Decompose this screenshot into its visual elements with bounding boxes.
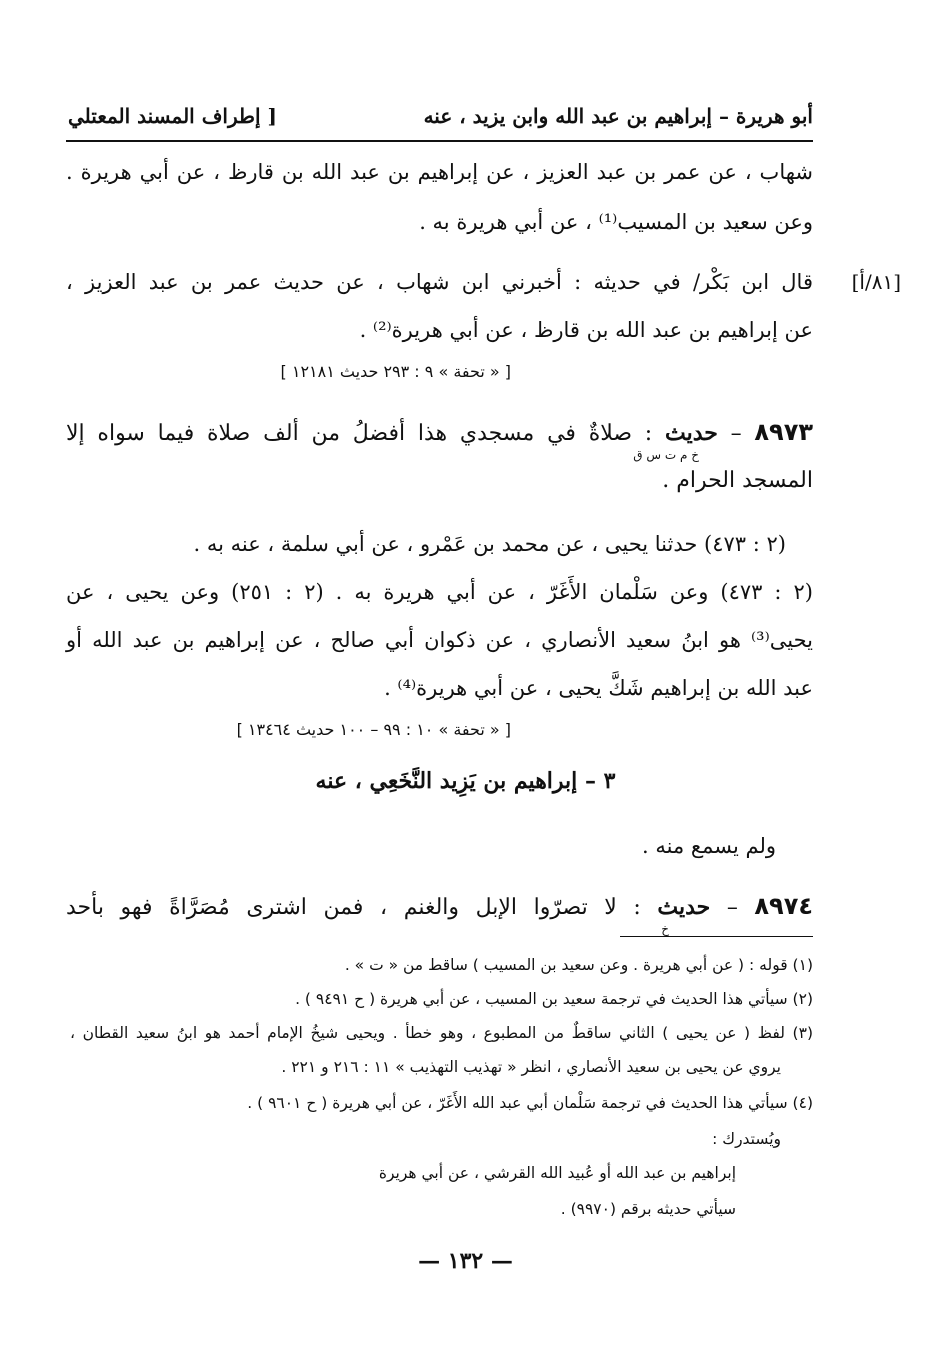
chain-line-4: عبد الله بن إبراهيم شَكَّ يحيى ، عن أبي هريرة⁽⁴⁾ . [384, 676, 813, 700]
tuhfa-reference-1: [ « تحفة » ٩ : ٢٩٣ حديث ١٢١٨١ ] [280, 362, 511, 381]
hadith-keyword: حديث [657, 894, 711, 920]
hadith-keyword: حديث [664, 420, 718, 446]
footnote-1: (١) قوله : ( عن أبي هريرة . وعن سعيد بن المسيب ) ساقط من « ت » . [344, 956, 813, 974]
footnote-2: (٢) سيأتي هذا الحديث في ترجمة سعيد بن المسيب ، عن أبي هريرة ( ح ٩٤٩١ ) . [295, 990, 813, 1008]
margin-folio-mark: [٨١/أ] [851, 270, 901, 294]
tuhfa-reference-2: [ « تحفة » ١٠ : ٩٩ – ١٠٠ حديث ١٣٤٦٤ ] [236, 720, 511, 739]
hadith-number: ٨٩٧٣ [754, 418, 813, 446]
hadith-number: ٨٩٧٤ [754, 892, 813, 920]
footnote-3a: (٣) لفظ ( عن يحيى ) الثاني ساقطٌ من المطبوع ، وهو خطأ . ويحيى شيخُ الإمام أحمد هو ابنُ سعيد القطان ، [70, 1024, 813, 1042]
page-number: — ١٣٢ — [418, 1248, 513, 1274]
hadith-8974-line-1 [66, 892, 813, 920]
hadith-text: : لا تصرّوا الإبل والغنم ، فمن اشترى مُصَرَّاةً فهو بأحد [66, 895, 658, 920]
footnote-3b: يروي عن يحيى بن سعيد الأنصاري ، انظر « تهذيب التهذيب » ١١ : ٢١٦ و ٢٢١ . [281, 1058, 781, 1076]
header-rule [66, 140, 813, 142]
chain-line-2: (٢ : ٤٧٣) وعن سَلْمان الأَغَرّ ، عن أبي هريرة به . (٢ : ٢٥١) وعن يحيى ، عن [66, 580, 813, 604]
text-line-2: وعن سعيد بن المسيب⁽¹⁾ ، عن أبي هريرة به . [419, 210, 813, 234]
running-header-right: أبو هريرة – إبراهيم بن عبد الله وابن يزيد ، عنه [423, 104, 813, 128]
section-heading: ٣ – إبراهيم بن يَزِيد النَّخَعِي ، عنه [315, 768, 616, 794]
hadith-text: : صلاةٌ في مسجدي هذا أفضلُ من ألف صلاة فيما سواه إلا [66, 421, 665, 446]
text-line-4: عن إبراهيم بن عبد الله بن قارظ ، عن أبي هريرة⁽²⁾ . [359, 318, 813, 342]
section-note: ولم يسمع منه . [642, 834, 776, 858]
text-line-1: شهاب ، عن عمر بن عبد العزيز ، عن إبراهيم بن عبد الله بن قارظ ، عن أبي هريرة . [66, 160, 813, 184]
footnote-4c: إبراهيم بن عبد الله أو عُبيد الله القرشي ، عن أبي هريرة [378, 1164, 736, 1182]
dash: – [710, 895, 755, 920]
hadith-8973-line-1 [66, 418, 813, 446]
dash: – [717, 421, 755, 446]
chain-line-1: (٢ : ٤٧٣) حدثنا يحيى ، عن محمد بن عَمْرو ، عن أبي سلمة ، عنه به . [193, 532, 786, 556]
footnote-rule [620, 936, 813, 937]
sigla-8974: خ [661, 922, 669, 936]
footnote-4a: (٤) سيأتي هذا الحديث في ترجمة سَلْمان أبي عبد الله الأَغَرّ ، عن أبي هريرة ( ح ٩٦٠١ ) . [247, 1094, 813, 1112]
sigla-8973: خ م ت س ق [633, 448, 699, 462]
running-header-left: [ إطراف المسند المعتلي [68, 104, 277, 128]
hadith-8973-line-2: المسجد الحرام . [662, 468, 813, 493]
text-line-3: قال ابن بَكْر/ في حديثه : أخبرني ابن شهاب ، عن حديث عمر بن عبد العزيز ، [66, 270, 813, 294]
footnote-4d: سيأتي حديثه برقم (٩٩٧٠) . [560, 1200, 736, 1218]
chain-line-3: يحيى⁽³⁾ هو ابنُ سعيد الأنصاري ، عن ذكوان أبي صالح ، عن إبراهيم بن عبد الله أو [66, 628, 813, 652]
footnote-4b: ويُستدرك : [712, 1130, 781, 1148]
